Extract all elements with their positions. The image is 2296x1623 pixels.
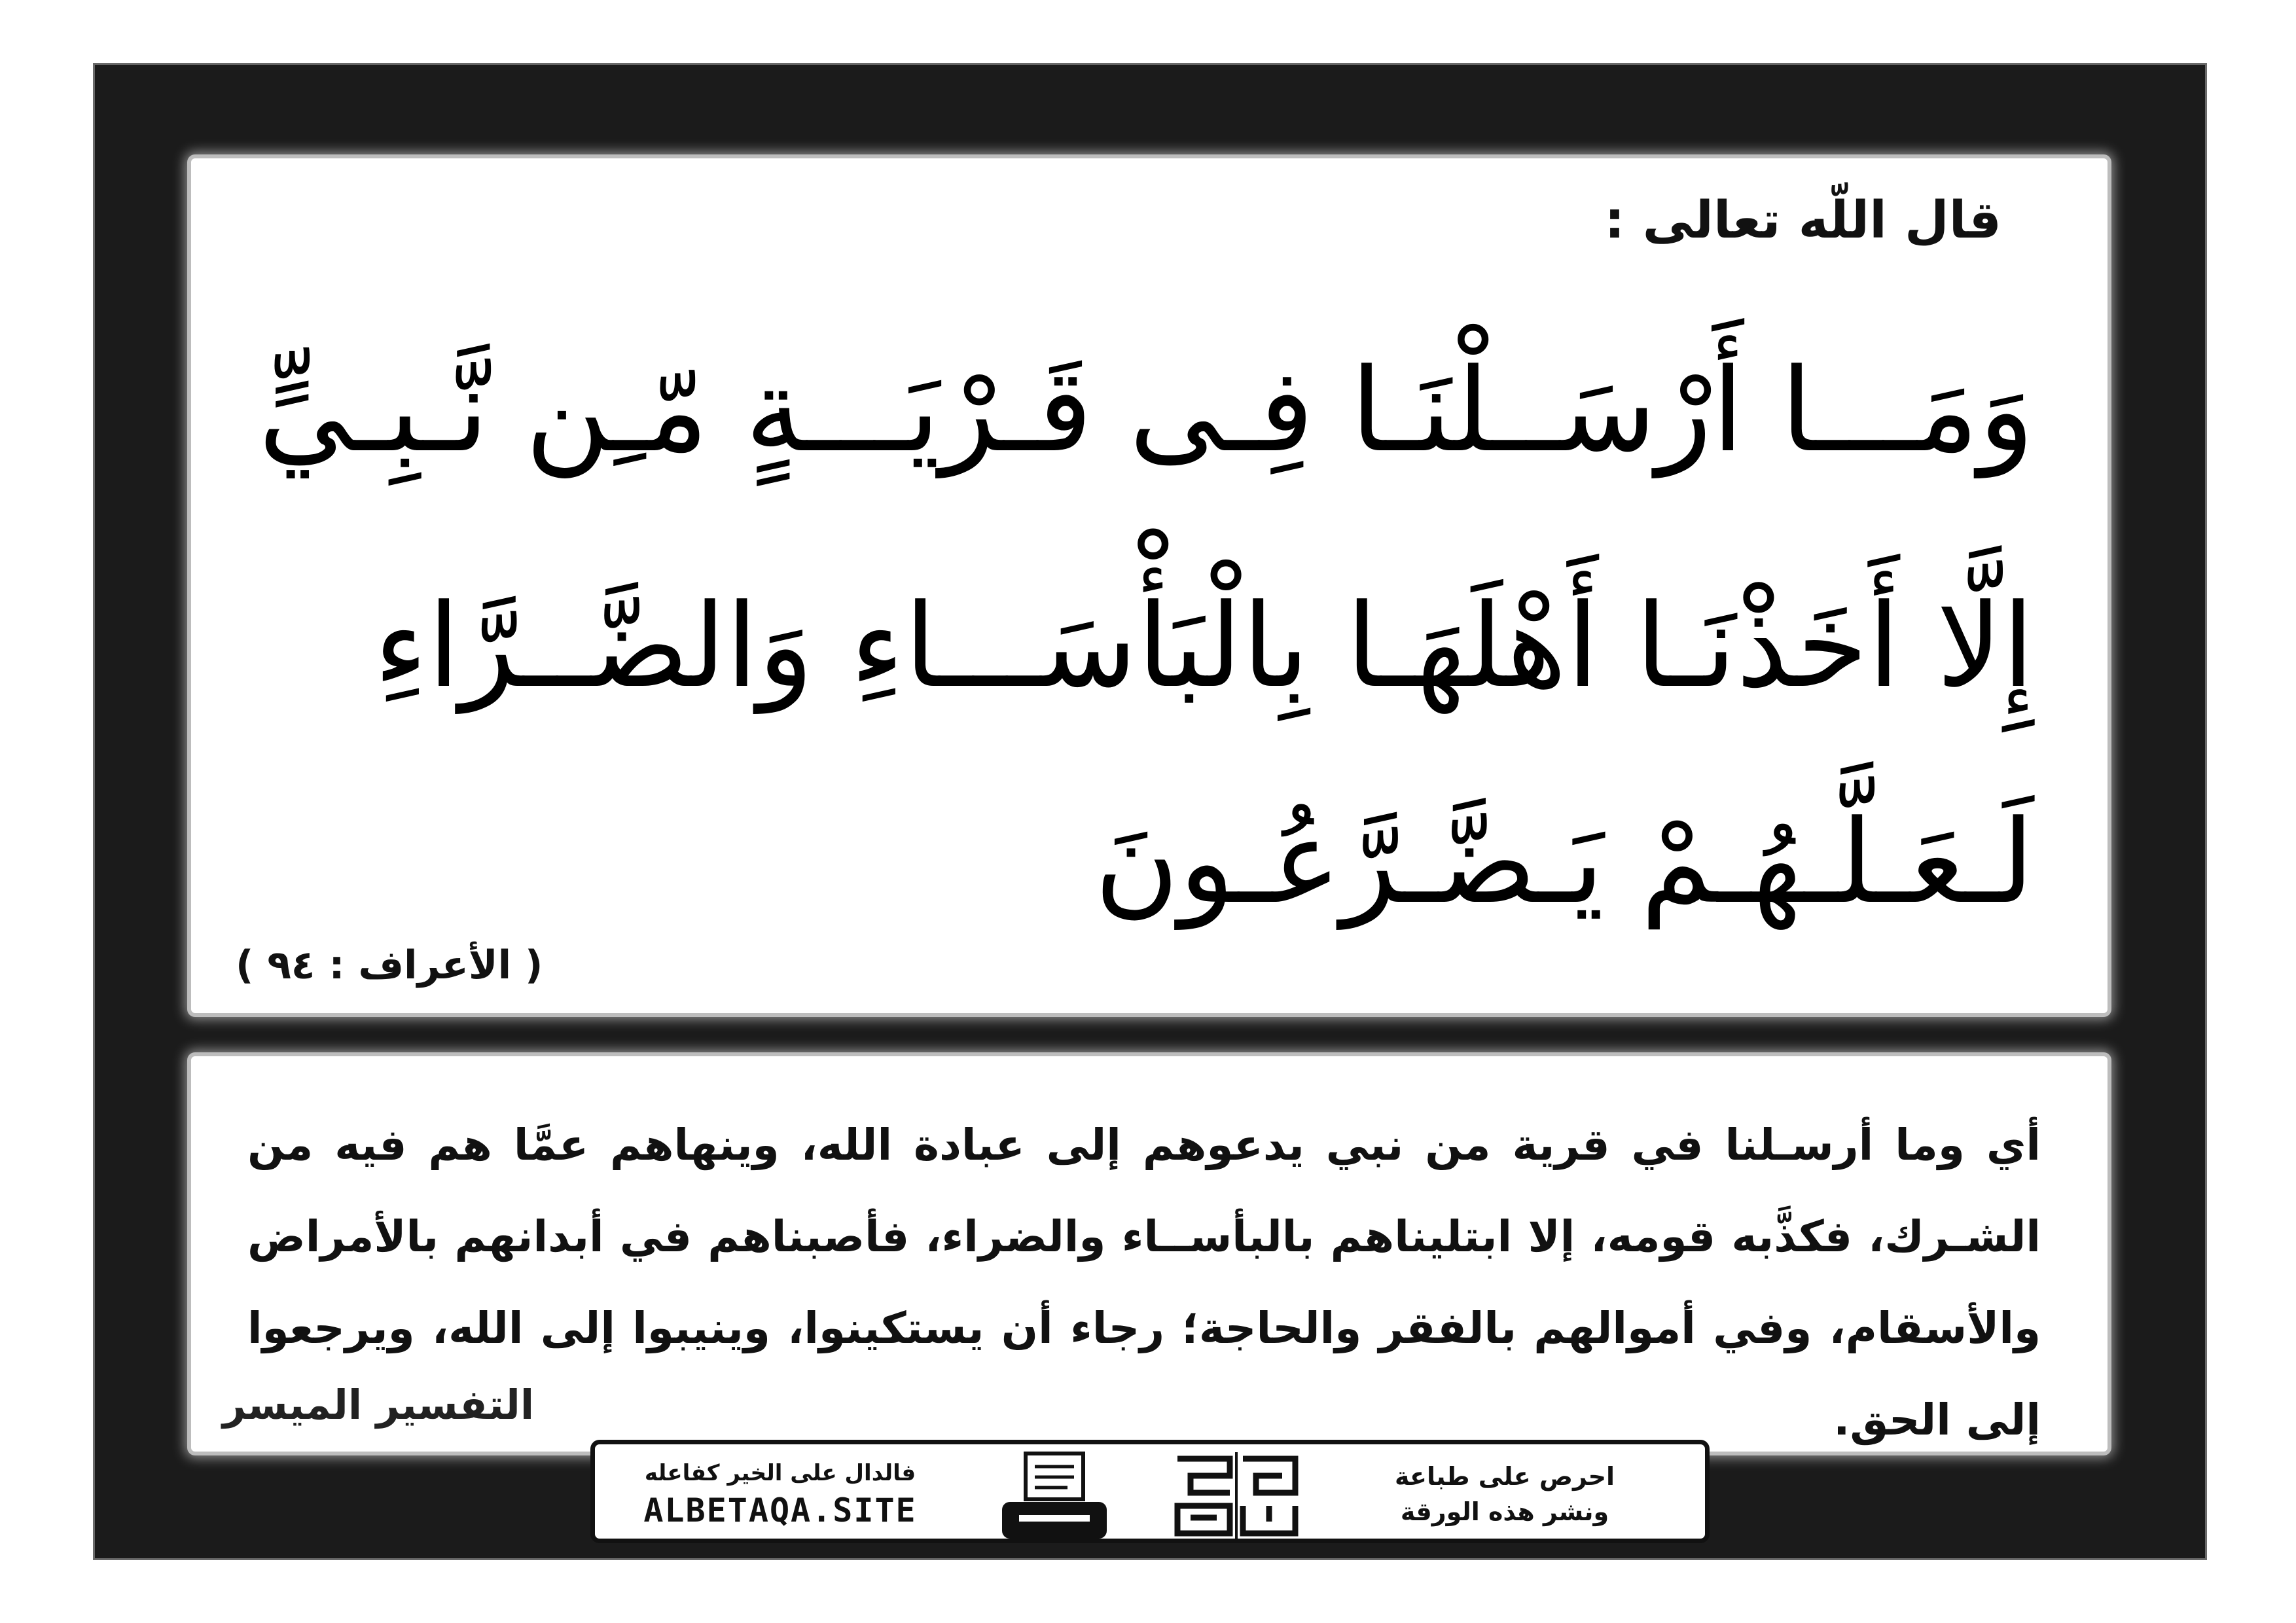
verse-line-3: لَـعَـلَّـهُـمْ يَـضَّـرَّعُـونَ xyxy=(1094,795,2034,929)
site-box xyxy=(613,1456,947,1531)
calligraphy-logo-icon xyxy=(1171,1450,1302,1543)
print-and-share-note xyxy=(1335,1459,1675,1529)
footer-bar xyxy=(590,1440,1710,1543)
tafsir-source: التفسير الميسر xyxy=(223,1381,535,1429)
tafsir-text: أي وما أرسـلنا في قرية من نبي يدعوهم إلى عبادة الله، وينهاهم عمَّا هم فيه من الشـرك، فكذَّبه قومه، إلا ابتليناهم بالبأســاء والضراء، فأصبناهم في أبدانهم بالأمراض والأسقام، وفي أموالهم بالفقر والحاجة؛ رجاء أن يستكينوا، وينيبوا إلى الله، ويرجعوا إلى الحق. xyxy=(247,1120,2041,1445)
verse-line-1: وَمَـــا أَرْسَــلْنَـا فِـى قَـرْيَـــةٍ مّـِن نَّـبِـيٍّ xyxy=(258,344,2034,478)
heading: قال اللّه تعالى : xyxy=(1604,191,2001,250)
print-note-line-1: احرص على طباعة xyxy=(1394,1462,1615,1491)
printer-icon xyxy=(996,1447,1113,1545)
print-note-line-2: ونشر هذه الورقة xyxy=(1400,1497,1609,1526)
verse-reference: ( الأعراف : ٩٤ ) xyxy=(236,942,543,988)
verse-line-2: إِلَّا أَخَذْنَـا أَهْلَهَـا بِالْبَأْسَـــاءِ وَالضَّــرَّاءِ xyxy=(373,579,2034,713)
site-url[interactable]: ALBETAQA.SITE xyxy=(643,1491,917,1529)
site-tagline: فالدال على الخير كفاعله xyxy=(644,1460,916,1486)
